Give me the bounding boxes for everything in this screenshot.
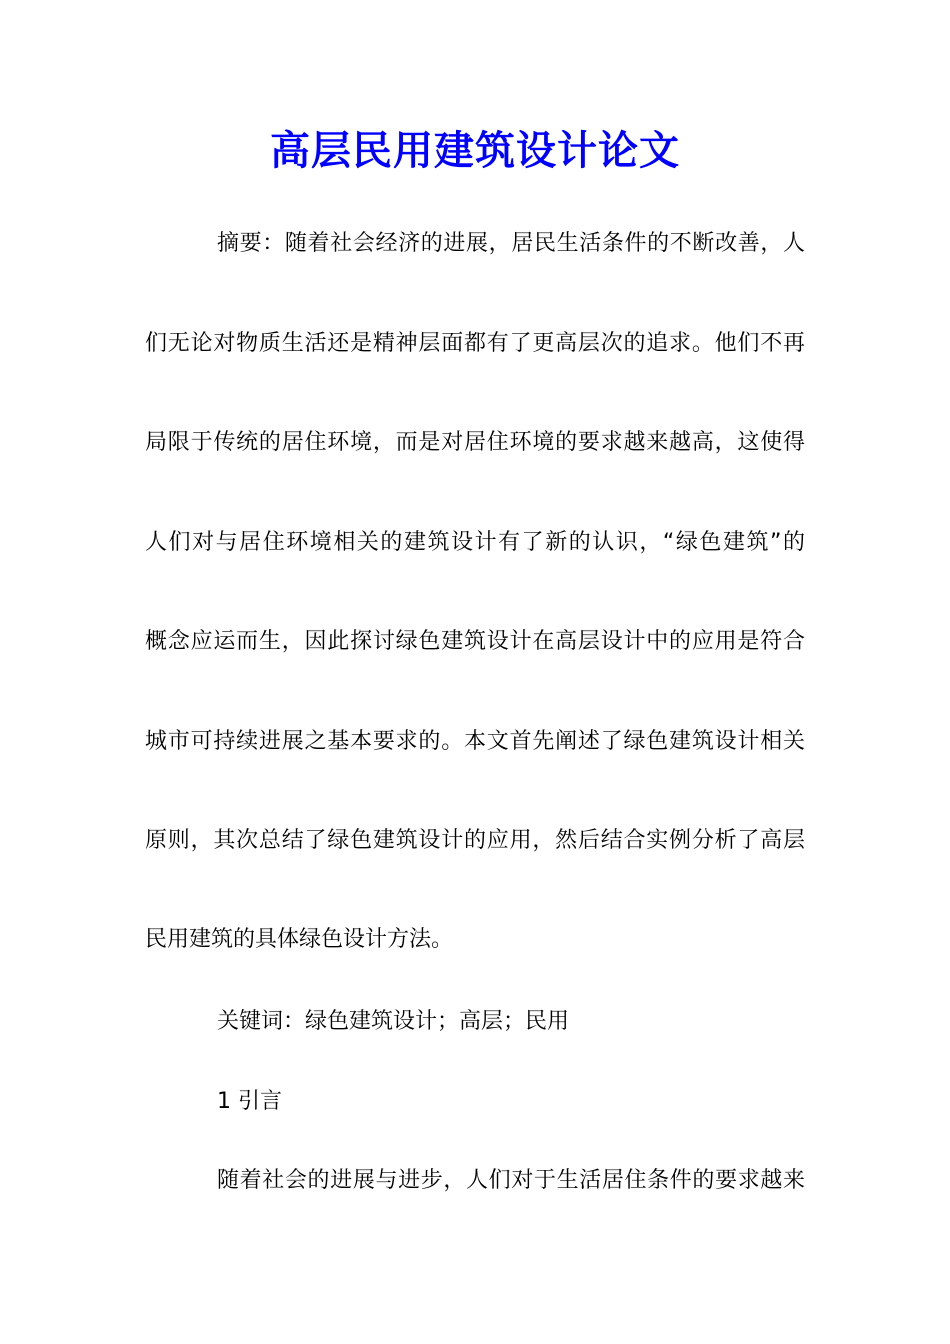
body-paragraph-line: 随着社会的进展与进步，人们对于生活居住条件的要求越来	[217, 1168, 805, 1193]
abstract-line: 摘要：随着社会经济的进展，居民生活条件的不断改善，人	[217, 231, 805, 256]
abstract-line: 城市可持续进展之基本要求的。本文首先阐述了绿色建筑设计相关	[145, 729, 805, 754]
abstract-line: 人们对与居住环境相关的建筑设计有了新的认识，“绿色建筑”的	[145, 530, 805, 555]
abstract-line: 局限于传统的居住环境，而是对居住环境的要求越来越高，这使得	[145, 430, 805, 455]
keywords-line: 关键词：绿色建筑设计；高层；民用	[217, 1009, 570, 1034]
abstract-line: 原则，其次总结了绿色建筑设计的应用，然后结合实例分析了高层	[145, 828, 805, 853]
abstract-line: 们无论对物质生活还是精神层面都有了更高层次的追求。他们不再	[145, 331, 805, 356]
document-title: 高层民用建筑设计论文	[270, 127, 680, 174]
abstract-line: 民用建筑的具体绿色设计方法。	[145, 927, 454, 952]
abstract-line: 概念应运而生，因此探讨绿色建筑设计在高层设计中的应用是符合	[145, 629, 805, 654]
section-heading: 1 引言	[217, 1089, 282, 1114]
